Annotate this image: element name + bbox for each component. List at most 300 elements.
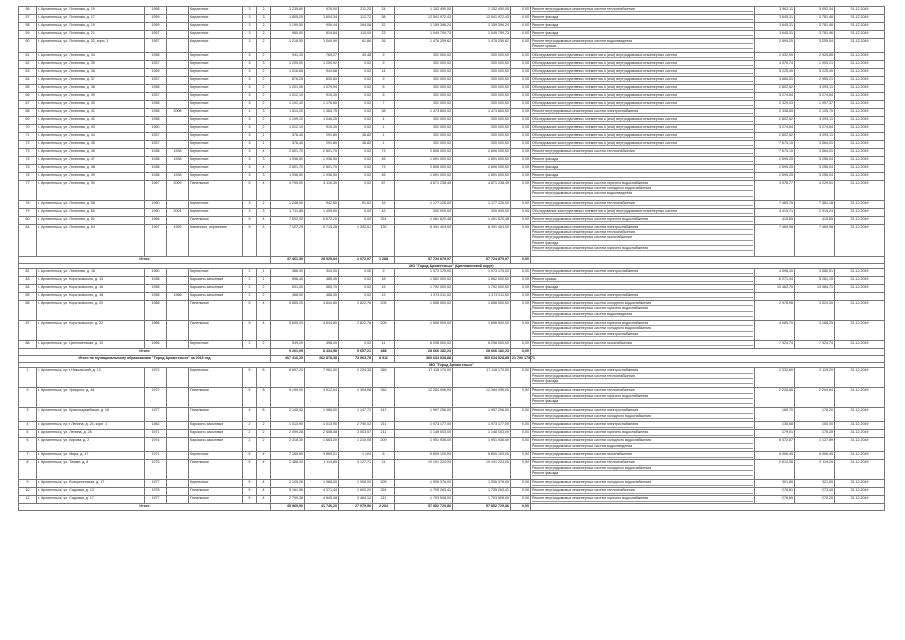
residents-cell: 1 — [373, 133, 395, 141]
year-built-cell: 1957 — [145, 31, 167, 39]
wall-material-cell: Кирпичные — [189, 201, 243, 209]
row-number: 56 — [19, 7, 37, 15]
wall-material-cell: Кирпичные — [189, 77, 243, 85]
other-funds-cell: 0,00 — [511, 388, 531, 408]
work-item: Ремонт внутридомовых инженерных систем горячего водоснабжения — [532, 496, 753, 501]
table-row — [19, 408, 885, 422]
living-area-cell: 3 512,04 — [305, 388, 339, 408]
year-renovated-cell — [167, 201, 189, 209]
specific-cost-cell: 3 645,31 — [755, 23, 795, 31]
works-cell — [531, 321, 755, 341]
table-row — [19, 341, 885, 349]
cost-cell: 1 461 620,48 — [395, 217, 453, 225]
residents-cell: 4 — [373, 117, 395, 125]
year-renovated-cell — [167, 277, 189, 285]
limit-cost-cell: 1 127,89 — [795, 438, 835, 452]
work-item: Обследование конструктивных элементов и (или) внутридомовых инженерных систем — [532, 125, 753, 130]
entrances-cell: 2 — [257, 85, 271, 93]
row-number: 85 — [19, 293, 37, 301]
total-area-sum: 45 969,50 — [271, 504, 305, 511]
floors-cell: 4 — [243, 408, 257, 422]
fund-cell: 1 793 508,00 — [453, 496, 511, 504]
specific-cost-cell: 3 962,11 — [755, 7, 795, 15]
wall-material-cell: Кирпичные — [189, 85, 243, 93]
total-area-cell: 5 655,20 — [271, 301, 305, 321]
other-funds-sum: 0,00 — [511, 504, 531, 511]
address-cell: г. Архангельск, пр-т Ленина, д. 24, корп. 1 — [37, 422, 145, 430]
limit-cost-cell: 2 955,21 — [795, 77, 835, 85]
entrances-cell: 1 — [257, 133, 271, 141]
living-area-sum: 41 740,20 — [305, 504, 339, 511]
address-cell: г. Архангельск, ул. Коротковского, д. 20 — [37, 301, 145, 321]
living-area-cell: 944,68 — [305, 69, 339, 77]
fund-cell: 1 891 000,00 — [453, 157, 511, 165]
table-row — [19, 422, 885, 430]
living-area-cell: 819,84 — [305, 31, 339, 39]
limit-cost-cell: 1 995,21 — [795, 61, 835, 69]
floors-cell: 3 — [243, 141, 257, 149]
work-item: Ремонт фасада — [532, 15, 753, 20]
works-cell — [531, 368, 755, 388]
specific-cost-cell: 278,81 — [755, 488, 795, 496]
cost-cell: 1 177 126,00 — [395, 201, 453, 209]
work-item: Ремонт внутридомовых инженерных систем холодного водоснабжения — [532, 186, 753, 191]
residents-cell: 211 — [373, 496, 395, 504]
cost-cell: 300 000,00 — [395, 93, 453, 101]
limit-cost-cell: 3 781,46 — [795, 31, 835, 39]
wall-material-cell: Кирпичные — [189, 149, 243, 157]
year-renovated-cell — [167, 7, 189, 15]
specific-cost-cell: 5 225,40 — [755, 69, 795, 77]
work-item: Обследование конструктивных элементов и (или) внутридомовых инженерных систем — [532, 61, 753, 66]
work-item: Ремонт фасада — [532, 31, 753, 36]
entrances-cell: 3 — [257, 173, 271, 181]
total-area-cell: 1 711,85 — [271, 209, 305, 217]
wall-material-cell: Панельные — [189, 496, 243, 504]
wall-material-cell: Панельные — [189, 181, 243, 201]
living-area-cell: 915,30 — [305, 93, 339, 101]
living-area-cell: 906,44 — [305, 23, 339, 31]
address-cell: г. Архангельск, ул. Логинова, д. 42 — [37, 117, 145, 125]
total-blank — [531, 349, 885, 356]
floors-cell: 3 — [243, 209, 257, 217]
other-funds-cell: 0,00 — [511, 460, 531, 480]
living-area-cell: 769,27 — [305, 53, 339, 61]
entrances-cell: 4 — [257, 181, 271, 201]
fund-cell: 1 906 376,00 — [453, 480, 511, 488]
nonliving-area-cell: 3 127,71 — [339, 460, 373, 480]
wall-material-cell: Кирпичные — [189, 101, 243, 109]
cost-cell: 12 284 096,00 — [395, 388, 453, 408]
table-row — [19, 125, 885, 133]
cost-sum: 57 852 729,86 — [395, 504, 453, 511]
living-area-cell: 1 079,94 — [305, 85, 339, 93]
residents-sum: 2 264 — [373, 504, 395, 511]
living-area-cell: 291,80 — [305, 133, 339, 141]
deadline-cell: 31.12.2049 — [835, 7, 885, 15]
other-funds-cell: 0,00 — [511, 7, 531, 15]
limit-cost-cell: 3 255,04 — [795, 39, 835, 53]
nonliving-area-cell: 1 104 — [339, 452, 373, 460]
works-cell — [531, 157, 755, 165]
table-row — [19, 69, 885, 77]
work-item: Ремонт фасада — [532, 471, 753, 476]
address-cell: г. Архангельск, ул. Садовая, д. 13 — [37, 488, 145, 496]
work-item: Ремонт внутридомовых инженерных систем холодного водоснабжения — [532, 480, 753, 485]
deadline-cell: 31.12.2049 — [835, 77, 885, 85]
wall-material-cell: Кирпичные — [189, 23, 243, 31]
year-built-cell: 1968 — [145, 301, 167, 321]
other-funds-cell: 0,00 — [511, 85, 531, 93]
limit-cost-cell: 3 188,25 — [795, 321, 835, 341]
specific-cost-cell: 4 598,10 — [755, 269, 795, 277]
wall-material-cell: Кирпичные — [189, 133, 243, 141]
total-area-cell: 1 013,90 — [271, 422, 305, 430]
cost-cell: 1 973 177,00 — [395, 422, 453, 430]
floors-cell: 4 — [243, 109, 257, 117]
living-area-cell: 344,00 — [305, 269, 339, 277]
other-funds-cell: 0,00 — [511, 31, 531, 39]
living-area-cell: 1 250,92 — [305, 61, 339, 69]
fund-cell: 1 562 000,00 — [453, 277, 511, 285]
deadline-cell: 31.12.2049 — [835, 388, 885, 408]
year-built-cell: 1957 — [145, 39, 167, 53]
living-area-cell: 291,80 — [305, 141, 339, 149]
cost-cell: 1 705 263,41 — [395, 488, 453, 496]
row-number: 64 — [19, 77, 37, 85]
row-number: 1 — [19, 368, 37, 388]
work-item: Обследование конструктивных элементов и (или) внутридомовых инженерных систем — [532, 141, 753, 146]
works-cell — [531, 452, 755, 460]
fund-sum: 57 724 879,97 — [453, 257, 511, 264]
living-area-cell: 2 601,70 — [305, 149, 339, 157]
residents-cell: 247 — [373, 408, 395, 422]
nonliving-area-cell: 0,00 — [339, 77, 373, 85]
cost-cell: 8 391 404,00 — [395, 225, 453, 257]
year-renovated-cell — [167, 388, 189, 408]
floors-cell: 3 — [243, 133, 257, 141]
total-area-cell: 2 601,70 — [271, 165, 305, 173]
row-number: 7 — [19, 452, 37, 460]
total-blank — [531, 356, 885, 363]
year-renovated-cell: 1995 — [167, 225, 189, 257]
fund-cell: 300 000,00 — [453, 125, 511, 133]
year-built-cell: 1971 — [145, 430, 167, 438]
fund-cell: 1 951 936,00 — [453, 438, 511, 452]
works-cell — [531, 438, 755, 452]
table-row — [19, 77, 885, 85]
year-renovated-cell: 1938 — [167, 149, 189, 157]
year-renovated-cell — [167, 452, 189, 460]
other-funds-cell: 0,00 — [511, 269, 531, 277]
total-area-cell: 1 514,20 — [271, 109, 305, 117]
fund-cell: 1 373 011,00 — [453, 293, 511, 301]
living-area-cell: 2 608,48 — [305, 430, 339, 438]
entrances-cell: 2 — [257, 77, 271, 85]
total-area-cell: 5 605,20 — [271, 321, 305, 341]
work-item: Ремонт внутридомовых инженерных систем водоотведения — [532, 39, 753, 44]
year-built-cell: 1958 — [145, 101, 167, 109]
residents-cell: 211 — [373, 422, 395, 430]
cost-cell: 300 000,00 — [395, 85, 453, 93]
entrances-cell: 2 — [257, 285, 271, 293]
residents-cell: 46 — [373, 157, 395, 165]
fund-cell: 1 891 000,00 — [453, 173, 511, 181]
living-area-cell: 1 936,50 — [305, 157, 339, 165]
deadline-cell: 31.12.2049 — [835, 201, 885, 209]
address-cell: г. Архангельск, ул. Логинова, д. 45 — [37, 141, 145, 149]
works-cell — [531, 23, 755, 31]
work-item: Ремонт фасада — [532, 399, 753, 404]
row-number: 2 — [19, 388, 37, 408]
nonliving-area-cell: 2 822,76 — [339, 321, 373, 341]
floors-cell: 5 — [243, 496, 257, 504]
entrances-cell: 2 — [257, 39, 271, 53]
entrances-cell: 2 — [257, 23, 271, 31]
deadline-cell: 31.12.2049 — [835, 181, 885, 201]
residents-cell: 73 — [373, 165, 395, 173]
deadline-cell: 31.12.2049 — [835, 277, 885, 285]
specific-cost-cell: 2 595,25 — [755, 39, 795, 53]
residents-cell: 9 — [373, 53, 395, 61]
fund-sum: 28 666 182,23 — [453, 349, 511, 356]
living-area-cell: 4 116,30 — [305, 181, 339, 201]
works-cell — [531, 201, 755, 209]
works-cell — [531, 173, 755, 181]
nonliving-area-cell: 211,25 — [339, 7, 373, 15]
entrances-cell: 8 — [257, 408, 271, 422]
residents-cell: 211 — [373, 430, 395, 438]
address-cell: г. Архангельск, ул. Логинова, д. 60 — [37, 209, 145, 217]
nonliving-area-cell: 0,00 — [339, 61, 373, 69]
row-number: 62 — [19, 61, 37, 69]
year-built-cell: 1957 — [145, 133, 167, 141]
wall-material-cell: Кирпичные — [189, 165, 243, 173]
address-cell: г. Архангельск, ул. Логинова, д. 32, корп. 1 — [37, 39, 145, 53]
table-row — [19, 285, 885, 293]
other-funds-cell: 0,00 — [511, 141, 531, 149]
cost-cell: 300 000,00 — [395, 69, 453, 77]
table-row — [19, 7, 885, 15]
limit-cost-cell: 2 105,70 — [795, 109, 835, 117]
deadline-cell: 31.12.2049 — [835, 430, 885, 438]
work-item: Обследование конструктивных элементов и (или) внутридомовых инженерных систем — [532, 85, 753, 90]
residents-sum: 488 — [373, 349, 395, 356]
deadline-cell: 31.12.2049 — [835, 209, 885, 217]
table-row — [19, 388, 885, 408]
works-cell — [531, 225, 755, 257]
row-number: 87 — [19, 321, 37, 341]
year-renovated-cell: 1938 — [167, 173, 189, 181]
year-renovated-cell — [167, 269, 189, 277]
wall-material-cell: Каменные, кирпичные — [189, 225, 243, 257]
entrances-cell: 8 — [257, 388, 271, 408]
deadline-cell: 31.12.2049 — [835, 217, 885, 225]
entrances-cell: 1 — [257, 269, 271, 277]
row-number: 63 — [19, 69, 37, 77]
entrances-cell: 4 — [257, 480, 271, 488]
works-cell — [531, 422, 755, 430]
year-renovated-cell: 2001 — [167, 209, 189, 217]
works-cell — [531, 217, 755, 225]
entrances-cell: 2 — [257, 422, 271, 430]
deadline-cell: 31.12.2049 — [835, 23, 885, 31]
entrances-cell: 4 — [257, 321, 271, 341]
works-cell — [531, 141, 755, 149]
total-area-cell: 376,40 — [271, 133, 305, 141]
year-built-cell: 1958 — [145, 285, 167, 293]
other-funds-cell: 0,00 — [511, 368, 531, 388]
year-built-cell: 1959 — [145, 23, 167, 31]
total-area-cell: 1 936,50 — [271, 173, 305, 181]
living-area-cell: 4 844,80 — [305, 321, 339, 341]
wall-material-cell: Кирпичные — [189, 269, 243, 277]
deadline-cell: 31.12.2049 — [835, 408, 885, 422]
address-cell: г. Архангельск, ул. Тимме, д. 8 — [37, 460, 145, 480]
row-number: 83 — [19, 277, 37, 285]
fund-cell: 1 997 256,00 — [453, 408, 511, 422]
fund-cell: 2 806 000,00 — [453, 149, 511, 157]
row-number: 73 — [19, 149, 37, 157]
residents-cell: 251 — [373, 217, 395, 225]
limit-cost-cell: 5 225,40 — [795, 69, 835, 77]
specific-cost-cell: 2 802,52 — [755, 133, 795, 141]
living-area-cell: 1 988,00 — [305, 408, 339, 422]
residents-cell: 360 — [373, 368, 395, 388]
nonliving-area-cell: 164,06 — [339, 23, 373, 31]
total-area-cell: 549,20 — [271, 341, 305, 349]
specific-cost-cell: 4 085,70 — [755, 321, 795, 341]
other-funds-cell: 0,00 — [511, 15, 531, 23]
floors-cell: 2 — [243, 422, 257, 430]
residents-cell: 11 — [373, 341, 395, 349]
works-cell — [531, 285, 755, 293]
living-area-sum: 28 925,84 — [305, 257, 339, 264]
total-area-cell: 2 601,70 — [271, 149, 305, 157]
year-built-cell: 1938 — [145, 149, 167, 157]
floors-cell: 5 — [243, 321, 257, 341]
other-funds-cell: 0,00 — [511, 165, 531, 173]
residents-cell: 38 — [373, 109, 395, 117]
total-area-cell: 1 295,00 — [271, 61, 305, 69]
total-area-cell: 7 107,29 — [271, 225, 305, 257]
nonliving-area-cell: 46,80 — [339, 141, 373, 149]
nonliving-area-sum: 73 963,79 — [339, 356, 373, 363]
table-row — [19, 225, 885, 257]
specific-cost-cell: 2 802,52 — [755, 85, 795, 93]
entrances-cell: 2 — [257, 117, 271, 125]
residents-cell: 205 — [373, 301, 395, 321]
cost-cell: 12 541 972,43 — [395, 15, 453, 23]
register-sheet — [18, 6, 884, 511]
works-cell — [531, 277, 755, 285]
year-built-cell: 1975 — [145, 460, 167, 480]
fund-cell: 1 073 175,00 — [453, 269, 511, 277]
works-cell — [531, 101, 755, 109]
wall-material-cell: Каркасно-засыпные — [189, 293, 243, 301]
specific-cost-cell: 4 375,74 — [755, 61, 795, 69]
deadline-cell: 31.12.2049 — [835, 452, 885, 460]
work-item: Ремонт внутридомовых инженерных систем горячего водоснабжения — [532, 181, 753, 186]
deadline-cell: 31.12.2049 — [835, 301, 885, 321]
works-cell — [531, 31, 755, 39]
row-number: 74 — [19, 157, 37, 165]
fund-cell: 300 000,00 — [453, 77, 511, 85]
work-item: Ремонт внутридомовых инженерных систем горячего водоснабжения — [532, 394, 753, 399]
deadline-cell: 31.12.2049 — [835, 460, 885, 480]
table-row — [19, 157, 885, 165]
floors-cell: 2 — [243, 438, 257, 452]
address-cell: г. Архангельск, ул. Логинова, д. 48 — [37, 165, 145, 173]
total-blank — [531, 257, 885, 264]
entrances-cell: 2 — [257, 438, 271, 452]
fund-cell: 1 792 000,00 — [453, 285, 511, 293]
other-funds-cell: 0,00 — [511, 69, 531, 77]
entrances-cell: 2 — [257, 341, 271, 349]
other-funds-cell: 0,00 — [511, 422, 531, 430]
wall-material-cell: Каркасно-засыпные — [189, 422, 243, 430]
limit-cost-cell: 3 255,04 — [795, 173, 835, 181]
work-item: Обследование конструктивных элементов и (или) внутридомовых инженерных систем — [532, 69, 753, 74]
year-built-cell: 1972 — [145, 368, 167, 388]
fund-cell: 1 473 800,00 — [453, 109, 511, 117]
address-cell: г. Архангельск, ул. Логинова, д. 58 — [37, 201, 145, 209]
table-row — [19, 293, 885, 301]
year-renovated-cell — [167, 285, 189, 293]
cost-sum: 28 666 182,23 — [395, 349, 453, 356]
row-number: 68 — [19, 109, 37, 117]
cost-cell: 1 562 000,00 — [395, 277, 453, 285]
specific-cost-cell — [755, 293, 795, 301]
wall-material-cell: Кирпичные — [189, 341, 243, 349]
floors-cell: 2 — [243, 285, 257, 293]
other-funds-cell: 0,00 — [511, 181, 531, 201]
floors-cell: 5 — [243, 181, 257, 201]
living-area-sum: 362 878,38 — [305, 356, 339, 363]
limit-cost-cell: 3 255,04 — [795, 165, 835, 173]
other-funds-cell: 0,00 — [511, 39, 531, 53]
table-row — [19, 209, 885, 217]
table-row — [19, 438, 885, 452]
residents-cell: 8 — [373, 85, 395, 93]
specific-cost-cell: 7 675,10 — [755, 149, 795, 157]
cost-cell: 1 073 175,00 — [395, 269, 453, 277]
work-item: Ремонт внутридомовых инженерных систем электроснабжения — [532, 109, 753, 114]
table-row — [19, 61, 885, 69]
limit-cost-cell: 415,65 — [795, 217, 835, 225]
table-row — [19, 149, 885, 157]
living-area-cell: 915,30 — [305, 125, 339, 133]
work-item: Ремонт внутридомовых инженерных систем теплоснабжения — [532, 488, 753, 493]
table-row — [19, 269, 885, 277]
row-number: 78 — [19, 201, 37, 209]
nonliving-area-cell: 3 484,12 — [339, 496, 373, 504]
year-renovated-cell — [167, 422, 189, 430]
section-title: МО "Город Архангельск" — [19, 363, 885, 368]
other-funds-cell: 0,00 — [511, 225, 531, 257]
deadline-cell: 31.12.2049 — [835, 341, 885, 349]
nonliving-area-cell: 0,00 — [339, 85, 373, 93]
table-row — [19, 141, 885, 149]
row-number: 72 — [19, 141, 37, 149]
nonliving-area-cell: 0,00 — [339, 157, 373, 165]
fund-cell: 300 000,00 — [453, 93, 511, 101]
table-row — [19, 368, 885, 388]
table-row — [19, 165, 885, 173]
table-row — [19, 496, 885, 504]
year-renovated-cell — [167, 141, 189, 149]
cost-cell: 1 049 799,73 — [395, 31, 453, 39]
